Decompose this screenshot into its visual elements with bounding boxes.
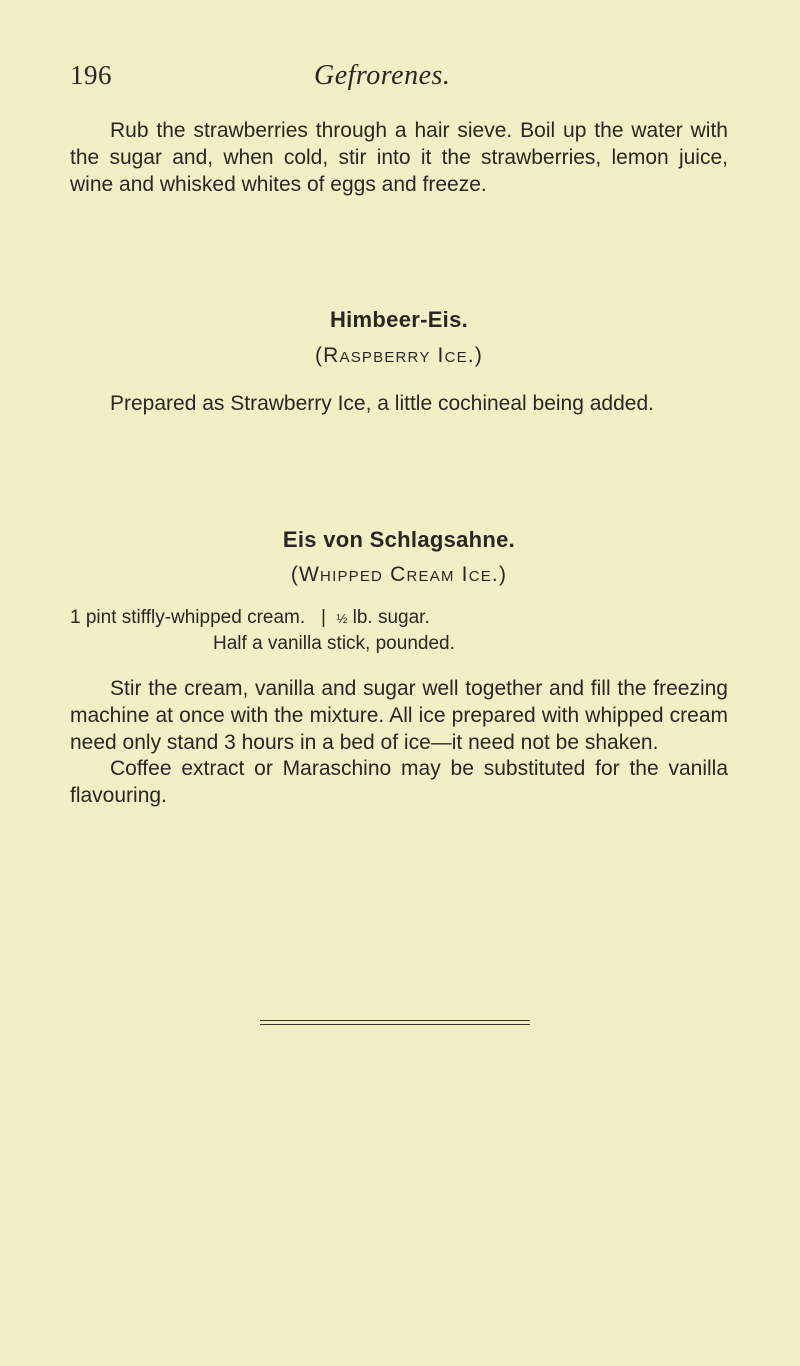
page-number: 196 — [70, 60, 112, 90]
recipe-title-eis-von-schlagsahne: Eis von Schlagsahne. — [282, 527, 516, 552]
strawberry-instructions-paragraph: Rub the strawberries through a hair sieve. Boil up the water with the sugar and, when cold, stir into it the strawberries, lemon juice, wine and whisked whites of eggs and freeze. — [70, 119, 728, 196]
ingredients-list — [70, 605, 728, 656]
ingredient-cream: 1 pint stiffly-whipped cream. — [70, 607, 306, 628]
recipe-subtitle-whipped-cream-ice: (Whipped Cream Ice.) — [290, 563, 508, 586]
raspberry-instructions-paragraph: Prepared as Strawberry Ice, a little cochineal being added. — [110, 392, 654, 415]
recipe-title-himbeer-eis: Himbeer-Eis. — [329, 307, 469, 332]
substitution-note-paragraph: Coffee extract or Maraschino may be substituted for the vanilla flavouring. — [70, 757, 728, 807]
whipped-cream-instructions-paragraph: Stir the cream, vanilla and sugar well together and fill the freezing machine at once with the mixture. All ice prepared with whipped cream need only stand 3 hours in a bed of ice—it need not be shaken. — [70, 677, 728, 754]
ingredient-sugar-fraction: ½ — [336, 611, 348, 626]
page-header — [70, 60, 570, 100]
ingredients-row — [70, 605, 728, 631]
running-head: Gefrorenes. — [314, 60, 451, 91]
recipe-subtitle-raspberry-ice: (Raspberry Ice.) — [314, 344, 484, 367]
ingredient-sugar: lb. sugar. — [352, 607, 430, 628]
end-of-section-rule — [260, 1020, 530, 1025]
ingredient-vanilla: Half a vanilla stick, pounded. — [213, 633, 455, 654]
ingredient-separator: | — [321, 607, 326, 628]
